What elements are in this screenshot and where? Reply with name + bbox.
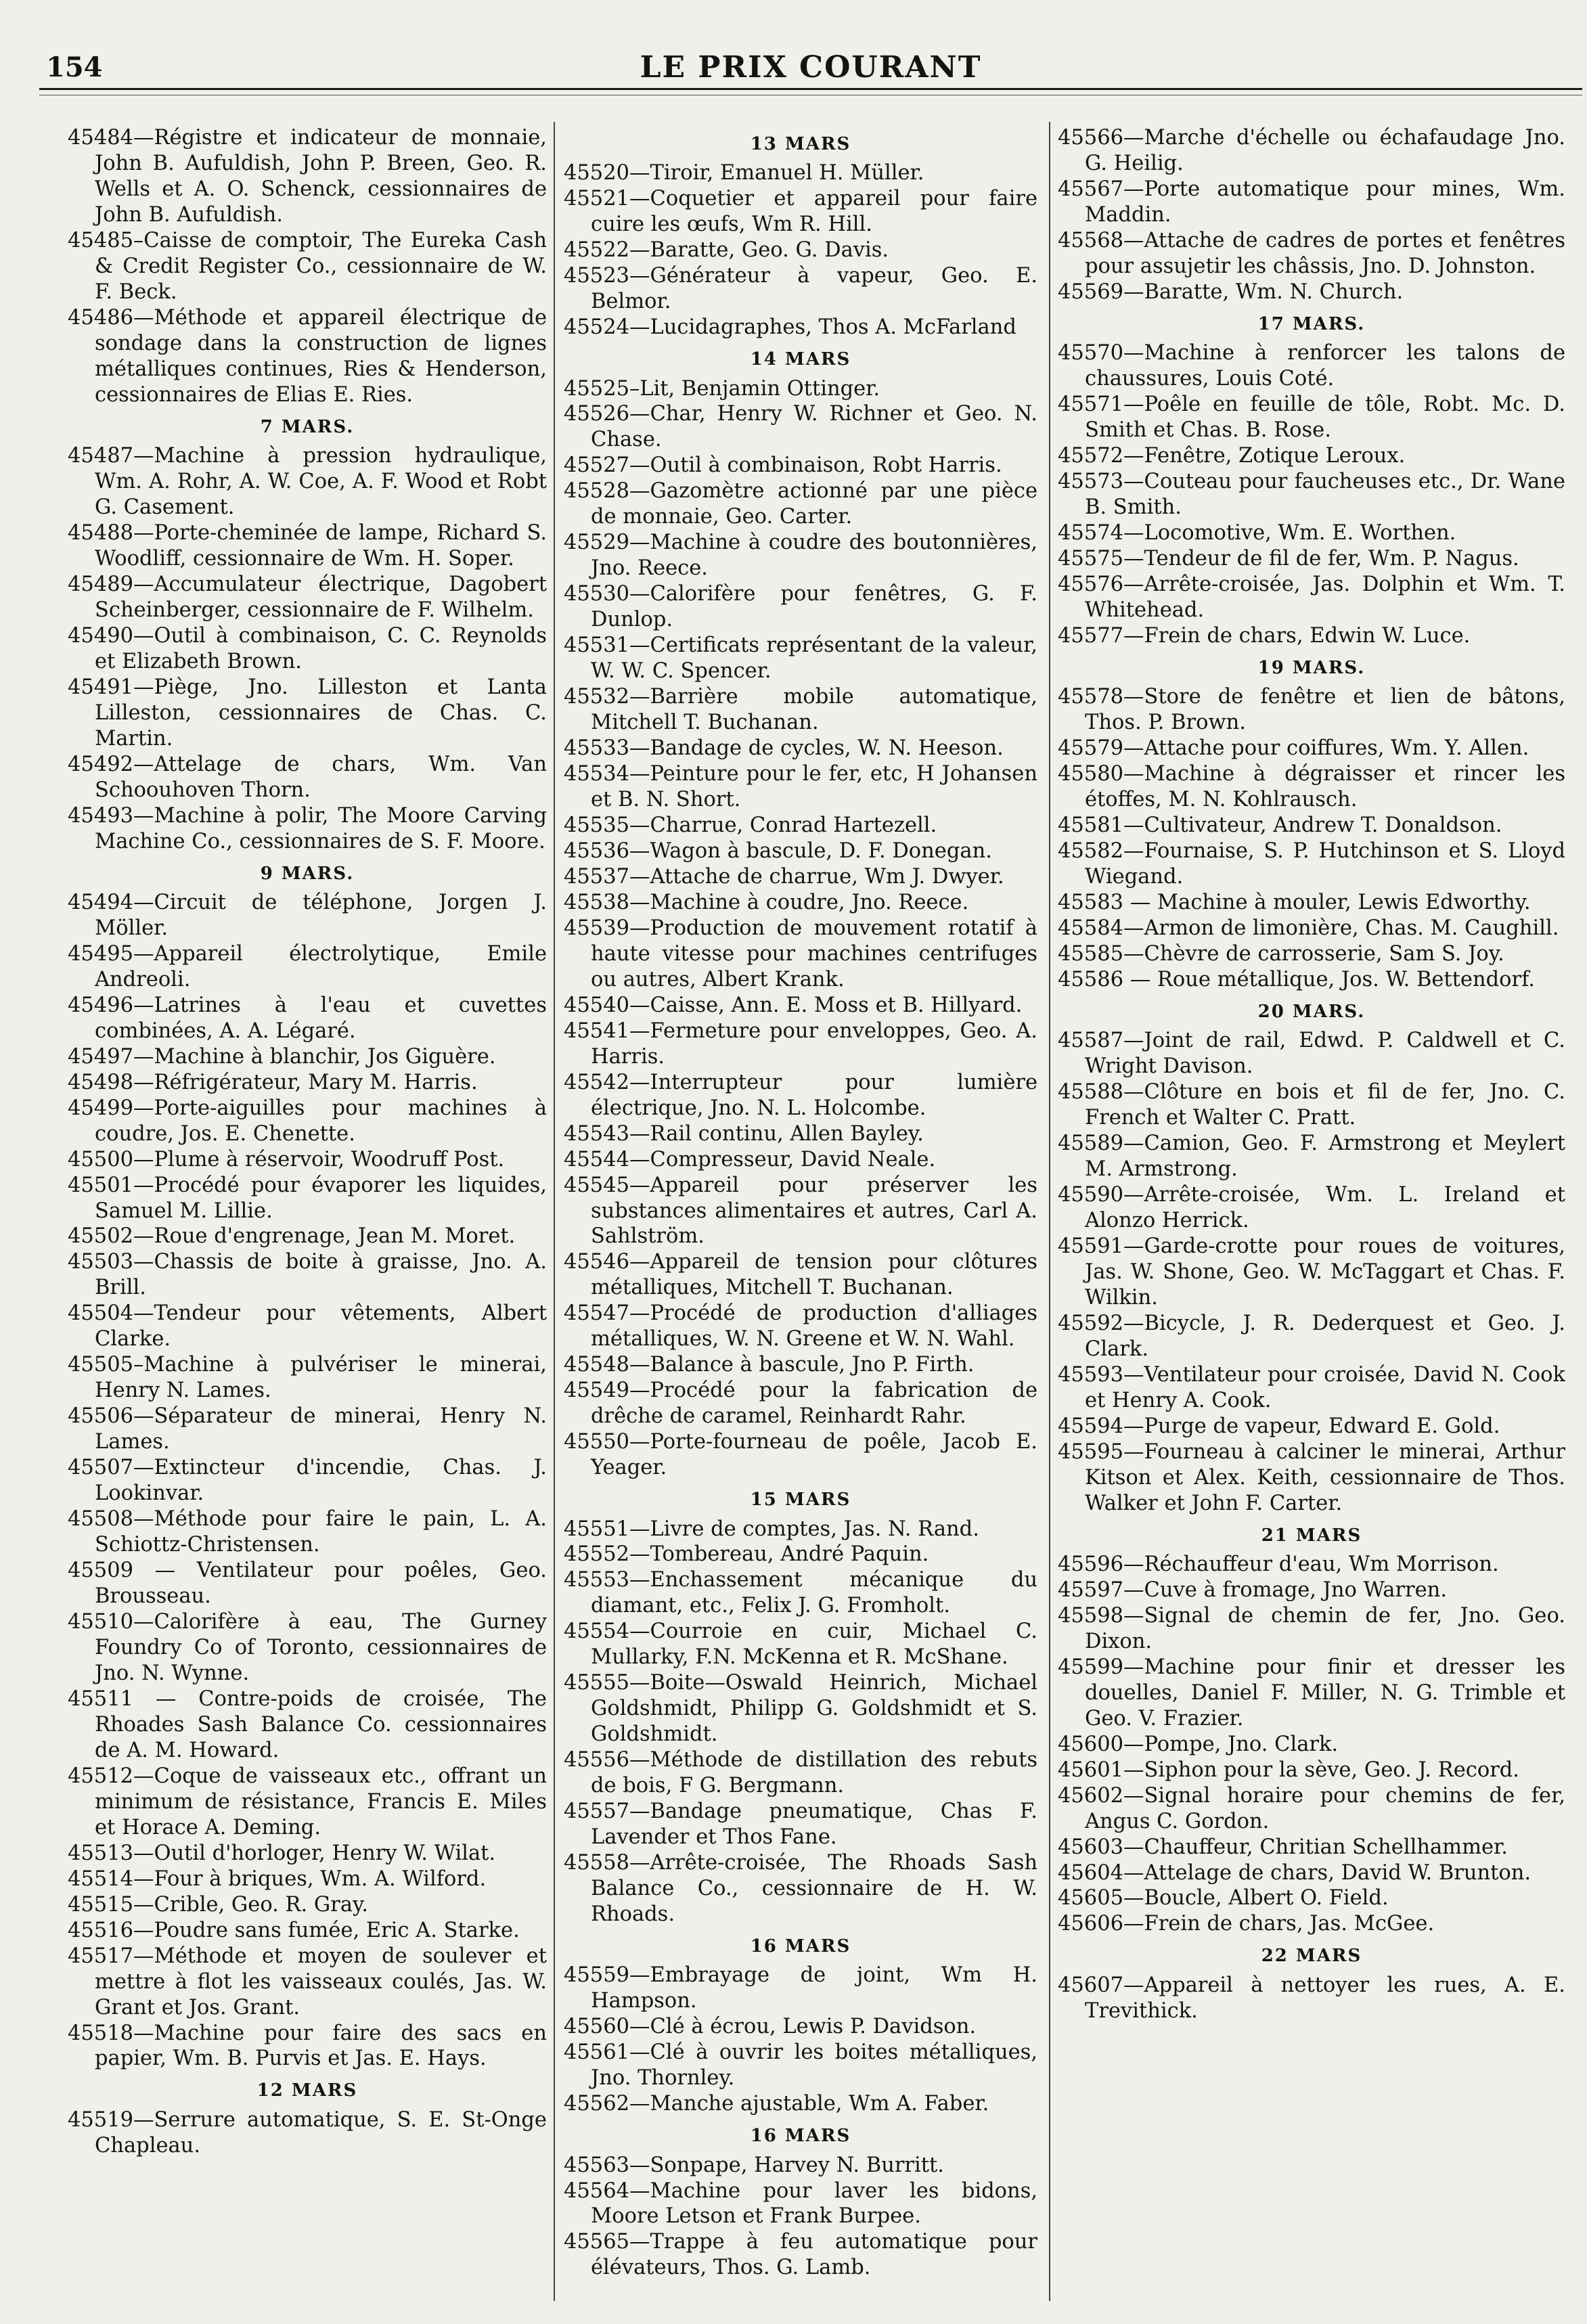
column-divider (1049, 122, 1050, 2301)
patent-entry: 45500—Plume à réservoir, Woodruff Post. (68, 1147, 505, 1171)
patent-entry: 45509 — Ventilateur pour poêles, Geo. Brousseau. (68, 1559, 547, 1609)
date-heading: 16 MARS (750, 1936, 851, 1957)
patent-entry: 45562—Manche ajustable, Wm A. Faber. (564, 2092, 989, 2116)
patent-entry: 45594—Purge de vapeur, Edward E. Gold. (1058, 1414, 1500, 1438)
patent-entry: 45520—Tiroir, Emanuel H. Müller. (564, 161, 924, 185)
patent-entry: 45577—Frein de chars, Edwin W. Luce. (1058, 623, 1471, 648)
patent-entry: 45604—Attelage de chars, David W. Brunton. (1058, 1860, 1532, 1885)
column-left (68, 125, 547, 2291)
patent-entry: 45535—Charrue, Conrad Hartezell. (564, 813, 937, 837)
patent-entry: 45528—Gazomètre actionné par une pièce de monnaie, Geo. Carter. (564, 479, 1037, 529)
patent-entry: 45551—Livre de comptes, Jas. N. Rand. (564, 1517, 979, 1541)
patent-entry: 45513—Outil d'horloger, Henry W. Wilat. (68, 1841, 496, 1865)
patent-entry: 45587—Joint de rail, Edwd. P. Caldwell et C. Wright Davison. (1058, 1029, 1565, 1079)
patent-entry: 45590—Arrête-croisée, Wm. L. Ireland et Alonzo Herrick. (1058, 1182, 1565, 1232)
patent-entry: 45584—Armon de limonière, Chas. M. Caughill. (1058, 916, 1559, 940)
patent-entry: 45586 — Roue métallique, Jos. W. Bettendorf. (1058, 967, 1535, 991)
patent-entry: 45579—Attache pour coiffures, Wm. Y. Allen. (1058, 736, 1529, 761)
column-middle (564, 125, 1037, 2291)
patent-entry: 45543—Rail continu, Allen Bayley. (564, 1121, 924, 1146)
patent-entry: 45501—Procédé pour évaporer les liquides, Samuel M. Lillie. (68, 1173, 547, 1223)
date-heading: 15 MARS (750, 1490, 851, 1511)
patent-entry: 45574—Locomotive, Wm. E. Worthen. (1058, 520, 1456, 545)
patent-entry: 45591—Garde-crotte pour roues de voitures, Jas. W. Shone, Geo. W. McTaggart et Chas. F. Wilkin. (1058, 1234, 1565, 1310)
running-title: LE PRIX COURANT (640, 50, 982, 85)
patent-entry: 45571—Poêle en feuille de tôle, Robt. Mc. D. Smith et Chas. B. Rose. (1058, 393, 1565, 443)
patent-entry: 45519—Serrure automatique, S. E. St-Onge Chapleau. (68, 2107, 547, 2158)
patent-entry: 45568—Attache de cadres de portes et fenêtres pour assujetir les châssis, Jno. D. Johnston. (1058, 228, 1565, 278)
patent-entry: 45485–Caisse de comptoir, The Eureka Cash & Credit Register Co., cessionnaire de W. F. Beck. (68, 228, 547, 304)
patent-entry: 45490—Outil à combinaison, C. C. Reynolds et Elizabeth Brown. (68, 623, 547, 673)
patent-entry: 45530—Calorifère pour fenêtres, G. F. Dunlop. (564, 582, 1037, 632)
patent-entry: 45556—Méthode de distillation des rebuts de bois, F G. Bergmann. (564, 1748, 1037, 1798)
date-heading: 19 MARS. (1257, 657, 1366, 678)
patent-entry: 45588—Clôture en bois et fil de fer, Jno. C. French et Walter C. Pratt. (1058, 1080, 1565, 1130)
patent-entry: 45494—Circuit de téléphone, Jorgen J. Möller. (68, 890, 547, 940)
patent-entry: 45563—Sonpape, Harvey N. Burritt. (564, 2153, 944, 2177)
patent-entry: 45585—Chèvre de carrosserie, Sam S. Joy. (1058, 941, 1504, 966)
date-heading: 13 MARS (750, 134, 851, 154)
patent-entry: 45560—Clé à écrou, Lewis P. Davidson. (564, 2015, 977, 2039)
patent-entry: 45492—Attelage de chars, Wm. Van Schoouhoven Thorn. (68, 752, 547, 802)
patent-entry: 45607—Appareil à nettoyer les rues, A. E. Trevithick. (1058, 1973, 1565, 2023)
date-heading: 22 MARS (1261, 1946, 1362, 1967)
patent-entry: 45496—Latrines à l'eau et cuvettes combinées, A. A. Légaré. (68, 993, 547, 1043)
patent-entry: 45558—Arrête-croisée, The Rhoads Sash Balance Co., cessionnaire de H. W. Rhoads. (564, 1851, 1037, 1927)
patent-entry: 45525–Lit, Benjamin Ottinger. (564, 376, 880, 401)
patent-entry: 45514—Four à briques, Wm. A. Wilford. (68, 1867, 487, 1891)
patent-entry: 45505–Machine à pulvériser le minerai, Henry N. Lames. (68, 1353, 547, 1403)
patent-entry: 45544—Compresseur, David Neale. (564, 1147, 936, 1171)
patent-entry: 45599—Machine pour finir et dresser les douelles, Daniel F. Miller, N. G. Trimble et Geo. V. Frazier. (1058, 1655, 1565, 1730)
patent-entry: 45527—Outil à combinaison, Robt Harris. (564, 453, 1002, 478)
patent-entry: 45515—Crible, Geo. R. Gray. (68, 1892, 368, 1917)
patent-entry: 45497—Machine à blanchir, Jos Giguère. (68, 1044, 496, 1069)
page-header (39, 43, 1582, 97)
date-heading: 7 MARS. (260, 416, 355, 437)
patent-entry: 45524—Lucidagraphes, Thos A. McFarland (564, 315, 1016, 340)
patent-entry: 45552—Tombereau, André Paquin. (564, 1542, 929, 1567)
patent-entry: 45555—Boite—Oswald Heinrich, Michael Goldshmidt, Philipp G. Goldshmidt et S. Goldshmidt. (564, 1671, 1037, 1747)
patent-entry: 45531—Certificats représentant de la valeur, W. W. C. Spencer. (564, 633, 1037, 684)
patent-entry: 45489—Accumulateur électrique, Dagobert Scheinberger, cessionnaire de F. Wilhelm. (68, 572, 547, 622)
patent-entry: 45603—Chauffeur, Chritian Schellhammer. (1058, 1835, 1508, 1859)
date-heading: 16 MARS (750, 2126, 851, 2147)
patent-entry: 45598—Signal de chemin de fer, Jno. Geo. Dixon. (1058, 1603, 1565, 1653)
patent-entry: 45538—Machine à coudre, Jno. Reece. (564, 890, 969, 914)
patent-entry: 45508—Méthode pour faire le pain, L. A. Schiottz-Christensen. (68, 1507, 547, 1557)
patent-entry: 45570—Machine à renforcer les talons de chaussures, Louis Coté. (1058, 341, 1565, 391)
patent-entry: 45567—Porte automatique pour mines, Wm. Maddin. (1058, 177, 1565, 227)
patent-entry: 45606—Frein de chars, Jas. McGee. (1058, 1912, 1435, 1936)
date-heading: 9 MARS. (260, 863, 355, 884)
date-heading: 17 MARS. (1257, 313, 1366, 334)
patent-entry: 45597—Cuve à fromage, Jno Warren. (1058, 1578, 1448, 1602)
patent-entry: 45566—Marche d'échelle ou échafaudage Jno. G. Heilig. (1058, 126, 1565, 175)
patent-entry: 45517—Méthode et moyen de soulever et mettre à flot les vaisseaux coulés, Jas. W. Grant et Jos. Grant. (68, 1944, 547, 2019)
patent-entry: 45522—Baratte, Geo. G. Davis. (564, 238, 889, 263)
patent-entry: 45540—Caisse, Ann. E. Moss et B. Hillyard. (564, 993, 1023, 1017)
patent-entry: 45553—Enchassement mécanique du diamant, etc., Felix J. G. Fromholt. (564, 1568, 1037, 1618)
patent-entry: 45506—Séparateur de minerai, Henry N. Lames. (68, 1404, 547, 1454)
patent-entry: 45580—Machine à dégraisser et rincer les étoffes, M. N. Kohlrausch. (1058, 762, 1565, 811)
patent-entry: 45578—Store de fenêtre et lien de bâtons, Thos. P. Brown. (1058, 685, 1565, 735)
patent-entry: 45491—Piège, Jno. Lilleston et Lanta Lilleston, cessionnaires de Chas. C. Martin. (68, 675, 547, 751)
patent-entry: 45533—Bandage de cycles, W. N. Heeson. (564, 736, 1004, 761)
patent-entry: 45523—Générateur à vapeur, Geo. E. Belmor. (564, 264, 1037, 314)
patent-entry: 45559—Embrayage de joint, Wm H. Hampson. (564, 1963, 1037, 2013)
patent-entry: 45493—Machine à polir, The Moore Carving Machine Co., cessionnaires de S. F. Moore. (68, 803, 547, 853)
patent-entry: 45549—Procédé pour la fabrication de drêche de caramel, Reinhardt Rahr. (564, 1379, 1037, 1429)
patent-entry: 45583 — Machine à mouler, Lewis Edworthy. (1058, 890, 1531, 914)
patent-entry: 45572—Fenêtre, Zotique Leroux. (1058, 444, 1406, 468)
patent-entry: 45495—Appareil électrolytique, Emile Andreoli. (68, 941, 547, 991)
patent-entry: 45541—Fermeture pour enveloppes, Geo. A. Harris. (564, 1019, 1037, 1069)
column-right (1058, 125, 1565, 2291)
page-number: 154 (46, 51, 103, 83)
patent-entry: 45511 — Contre-poids de croisée, The Rhoades Sash Balance Co. cessionnaires de A. M. Howard. (68, 1686, 547, 1762)
header-rule (39, 88, 1582, 90)
patent-entry: 45565—Trappe à feu automatique pour élévateurs, Thos. G. Lamb. (564, 2230, 1037, 2280)
patent-entry: 45487—Machine à pression hydraulique, Wm. A. Rohr, A. W. Coe, A. F. Wood et Robt G. Casement. (68, 444, 547, 519)
patent-entry: 45564—Machine pour laver les bidons, Moore Letson et Frank Burpee. (564, 2178, 1037, 2229)
patent-entry: 45484—Régistre et indicateur de monnaie, John B. Aufuldish, John P. Breen, Geo. R. Wells et A. O. Schenck, cessionnaires de John B. Aufuldish. (68, 126, 547, 227)
date-heading: 14 MARS (750, 349, 851, 370)
patent-entry: 45554—Courroie en cuir, Michael C. Mullarky, F.N. McKenna et R. McShane. (564, 1619, 1037, 1670)
date-heading: 12 MARS (256, 2080, 358, 2101)
patent-entry: 45510—Calorifère à eau, The Gurney Foundry Co of Toronto, cessionnaires de Jno. N. Wynne. (68, 1610, 547, 1685)
patent-entry: 45596—Réchauffeur d'eau, Wm Morrison. (1058, 1552, 1499, 1576)
patent-entry: 45512—Coque de vaisseaux etc., offrant un minimum de résistance, Francis E. Miles et Horace A. Deming. (68, 1764, 547, 1839)
date-heading: 21 MARS (1261, 1525, 1362, 1546)
patent-entry: 45602—Signal horaire pour chemins de fer, Angus C. Gordon. (1058, 1783, 1565, 1833)
patent-entry: 45542—Interrupteur pour lumière électrique, Jno. N. L. Holcombe. (564, 1070, 1037, 1120)
patent-entry: 45502—Roue d'engrenage, Jean M. Moret. (68, 1224, 516, 1249)
patent-entry: 45488—Porte-cheminée de lampe, Richard S. Woodliff, cessionnaire de Wm. H. Soper. (68, 520, 547, 571)
patent-entry: 45547—Procédé de production d'alliages métalliques, W. N. Greene et W. N. Wahl. (564, 1301, 1037, 1351)
patent-entry: 45537—Attache de charrue, Wm J. Dwyer. (564, 864, 1004, 889)
patent-entry: 45486—Méthode et appareil électrique de sondage dans la construction de lignes métalliques continues, Ries & Henderson, cessionnaires de Elias E. Ries. (68, 305, 547, 407)
column-divider (554, 122, 555, 2301)
patent-entry: 45504—Tendeur pour vêtements, Albert Clarke. (68, 1301, 547, 1351)
patent-entry: 45601—Siphon pour la sève, Geo. J. Record. (1058, 1758, 1519, 1782)
patent-entry: 45499—Porte-aiguilles pour machines à coudre, Jos. E. Chenette. (68, 1096, 547, 1146)
patent-entry: 45539—Production de mouvement rotatif à haute vitesse pour machines centrifuges ou autres, Albert Krank. (564, 916, 1037, 991)
patent-entry: 45526—Char, Henry W. Richner et Geo. N. Chase. (564, 402, 1037, 452)
patent-entry: 45576—Arrête-croisée, Jas. Dolphin et Wm. T. Whitehead. (1058, 572, 1565, 622)
patent-entry: 45534—Peinture pour le fer, etc, H Johansen et B. N. Short. (564, 762, 1037, 811)
patent-entry: 45593—Ventilateur pour croisée, David N. Cook et Henry A. Cook. (1058, 1362, 1565, 1412)
patent-entry: 45605—Boucle, Albert O. Field. (1058, 1886, 1389, 1910)
patent-entry: 45557—Bandage pneumatique, Chas F. Lavender et Thos Fane. (564, 1800, 1037, 1850)
patent-entry: 45548—Balance à bascule, Jno P. Firth. (564, 1353, 975, 1377)
patent-entry: 45550—Porte-fourneau de poêle, Jacob E. Yeager. (564, 1430, 1037, 1480)
patent-entry: 45532—Barrière mobile automatique, Mitchell T. Buchanan. (564, 685, 1037, 735)
patent-entry: 45569—Baratte, Wm. N. Church. (1058, 280, 1404, 304)
patent-entry: 45503—Chassis de boite à graisse, Jno. A. Brill. (68, 1250, 547, 1300)
patent-entry: 45536—Wagon à bascule, D. F. Donegan. (564, 839, 992, 863)
patent-entry: 45595—Fourneau à calciner le minerai, Arthur Kitson et Alex. Keith, cessionnaire de Thos. Walker et John F. Carter. (1058, 1439, 1565, 1515)
patent-entry: 45561—Clé à ouvrir les boites métalliques, Jno. Thornley. (564, 2040, 1037, 2091)
patent-entry: 45573—Couteau pour faucheuses etc., Dr. Wane B. Smith. (1058, 469, 1565, 519)
patent-entry: 45521—Coquetier et appareil pour faire cuire les œufs, Wm R. Hill. (564, 187, 1037, 237)
date-heading: 20 MARS. (1257, 1001, 1366, 1022)
patent-entry: 45592—Bicycle, J. R. Dederquest et Geo. J. Clark. (1058, 1311, 1565, 1361)
patent-entry: 45518—Machine pour faire des sacs en papier, Wm. B. Purvis et Jas. E. Hays. (68, 2021, 547, 2071)
patent-entry: 45516—Poudre sans fumée, Eric A. Starke. (68, 1918, 520, 1942)
patent-entry: 45589—Camion, Geo. F. Armstrong et Meylert M. Armstrong. (1058, 1131, 1565, 1181)
patent-entry: 45600—Pompe, Jno. Clark. (1058, 1732, 1339, 1756)
patent-entry: 45546—Appareil de tension pour clôtures métalliques, Mitchell T. Buchanan. (564, 1250, 1037, 1300)
patent-entry: 45545—Appareil pour préserver les substances alimentaires et autres, Carl A. Sahlström. (564, 1173, 1037, 1249)
patent-entry: 45529—Machine à coudre des boutonnières, Jno. Reece. (564, 531, 1037, 581)
patent-entry: 45498—Réfrigérateur, Mary M. Harris. (68, 1070, 478, 1094)
patent-entry: 45582—Fournaise, S. P. Hutchinson et S. Lloyd Wiegand. (1058, 839, 1565, 889)
patent-entry: 45581—Cultivateur, Andrew T. Donaldson. (1058, 813, 1502, 837)
patent-entry: 45507—Extincteur d'incendie, Chas. J. Lookinvar. (68, 1456, 547, 1506)
patent-entry: 45575—Tendeur de fil de fer, Wm. P. Nagus. (1058, 546, 1519, 571)
